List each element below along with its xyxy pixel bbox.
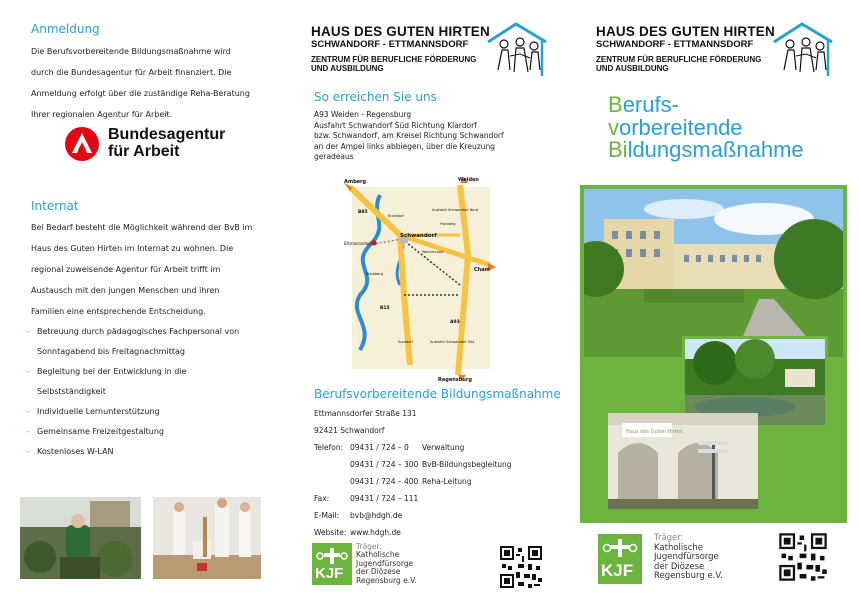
contact-block: [314, 405, 512, 541]
text-line: Austausch mit den jungen Menschen und ihren: [31, 286, 220, 295]
contact-row: [314, 524, 512, 541]
list-item: - Gemeinsame Freizeitgestaltung: [27, 422, 282, 442]
text-line: Ihrer regionalen Agentur für Arbeit.: [31, 110, 173, 119]
map-label-ausfahrt-nord: Ausfahrt Schwandorf Nord: [432, 208, 479, 212]
title-initial: v: [608, 114, 619, 140]
entrance-photo: [608, 413, 758, 509]
map-label-regensburg: Regensburg: [438, 377, 472, 383]
text-line: Familien eine entsprechende Entscheidung.: [31, 307, 206, 316]
text-line: Anmeldung erfolgt über die zuständige Reha-Beratung: [31, 89, 250, 98]
ba-line1: Bundesagentur: [108, 126, 226, 143]
kjf-line: der Diözese: [654, 561, 705, 572]
kjf-logo-box: [598, 534, 642, 584]
map-label-steinberg: Steinberg: [366, 272, 383, 276]
kjf-line: Regensburg e.V.: [356, 575, 417, 585]
map-label-weiden: Weiden: [458, 177, 479, 183]
map-label-a93: A93: [450, 320, 460, 325]
map-label-wackersdorf: Wackersdorf: [422, 250, 444, 254]
org-subtitle-line: ZENTRUM FÜR BERUFLICHE FÖRDERUNG: [311, 55, 477, 64]
org-subtitle-line: ZENTRUM FÜR BERUFLICHE FÖRDERUNG: [596, 55, 762, 64]
org-location: SCHWANDORF - ETTMANNSDORF: [596, 39, 754, 50]
org-name: HAUS DES GUTEN HIRTEN: [596, 24, 775, 39]
contact-number: 09431 / 724 – 111: [350, 494, 419, 503]
org-title-cover: [596, 24, 775, 73]
brochure-title: [608, 94, 804, 162]
text-line: Ausfahrt Schwandorf Süd Richtung Klardorf: [314, 120, 477, 130]
title-word: erufs-: [622, 92, 679, 117]
org-location: SCHWANDORF - ETTMANNSDORF: [311, 39, 469, 50]
kjf-line: der Diözese: [356, 567, 401, 577]
contact-desc: Verwaltung: [422, 443, 465, 452]
contact-row: [314, 456, 512, 473]
org-name: HAUS DES GUTEN HIRTEN: [311, 24, 490, 39]
contact-heading: Berufsvorbereitende Bildungsmaßnahme: [314, 387, 561, 401]
map-label-schwandorf: Schwandorf: [400, 233, 437, 239]
ba-line2: für Arbeit: [108, 143, 180, 160]
contact-row: [314, 507, 512, 524]
house-logo-icon: [484, 20, 556, 80]
org-subtitle: [596, 55, 775, 73]
contact-row: [314, 490, 512, 507]
kjf-line: Katholische: [654, 542, 703, 553]
directions-text: [314, 110, 564, 163]
contact-number: 09431 / 724 – 400: [350, 477, 419, 486]
qr-code[interactable]: [777, 531, 829, 583]
internat-bullet-list: [27, 322, 282, 462]
qr-code[interactable]: [498, 544, 544, 590]
text-line: an der Ampel links abbiegen, über die Kreuzung: [314, 141, 495, 151]
contact-desc: BvB-Bildungsbegleitung: [422, 460, 512, 469]
contact-street: Ettmannsdorfer Straße 131: [314, 409, 417, 418]
text-line: geradeaus: [314, 152, 354, 161]
bundesagentur-icon: [64, 126, 100, 162]
kjf-line: Katholische: [356, 550, 400, 560]
email-link[interactable]: bvb@hdgh.de: [350, 511, 403, 520]
directions-heading: So erreichen Sie uns: [314, 90, 437, 104]
map-label-b15: B15: [380, 306, 390, 311]
text-line: regional zuweisende Agentur für Arbeit trifft im: [31, 265, 221, 274]
kjf-line: Regensburg e.V.: [654, 571, 723, 582]
painting-photo: [153, 497, 261, 579]
list-item: - Individuelle Lernunterstützung: [27, 402, 282, 422]
contact-label: E-Mail:: [314, 511, 340, 520]
entrance-sign: Haus des Guten Hirten: [626, 429, 683, 435]
title-initial: Bi: [608, 137, 628, 162]
contact-label: Website:: [314, 528, 347, 537]
org-subtitle-line: UND AUSBILDUNG: [311, 64, 384, 73]
contact-label: Fax:: [314, 494, 330, 503]
text-line: A93 Weiden - Regensburg: [314, 110, 412, 119]
gardening-photo: [20, 497, 141, 579]
kjf-logo: [312, 543, 452, 593]
building-photo: [584, 189, 843, 357]
contact-label: [314, 473, 350, 490]
bundesagentur-logo: [64, 126, 234, 162]
map-label-kronstorf: Kronstorf: [388, 214, 405, 218]
map-label-cham: Cham: [474, 267, 490, 273]
list-item: - Kostenloses W-LAN: [27, 442, 282, 462]
title-word: orbereitende: [619, 114, 743, 140]
org-subtitle: [311, 55, 490, 73]
kjf-traeger: Träger:: [654, 533, 684, 543]
contact-label: [314, 456, 350, 473]
internat-heading: Internat: [31, 199, 79, 213]
contact-label: Telefon:: [314, 443, 344, 452]
list-item: - Betreuung durch pädagogisches Fachpersonal von: [27, 322, 282, 342]
map-label-b85: B85: [358, 210, 368, 215]
kjf-traeger: Träger:: [356, 542, 383, 551]
kjf-abbrev: KJF: [315, 565, 344, 582]
kjf-line: Jugendfürsorge: [654, 552, 719, 563]
org-subtitle-line: UND AUSBILDUNG: [596, 64, 669, 73]
text-line: durch die Bundesagentur für Arbeit finanziert. Die: [31, 68, 232, 77]
contact-number: 09431 / 724 – 0: [350, 443, 409, 452]
internat-text: [31, 217, 281, 322]
kjf-cross-icon: [598, 536, 642, 562]
route-map: [340, 175, 500, 383]
kjf-line: Jugendfürsorge: [356, 558, 414, 568]
anmeldung-text: [31, 41, 281, 125]
text-line: Bei Bedarf besteht die Möglichkeit während der BvB im: [31, 223, 253, 232]
list-item-continuation: Sonntagabend bis Freitagnachmittag: [37, 347, 185, 356]
map-label-ausfahrt-sued: Ausfahrt Schwandorf Süd: [430, 340, 475, 344]
right-panel: [572, 0, 859, 612]
contact-city: 92421 Schwandorf: [314, 426, 385, 435]
contact-desc: Reha-Leitung: [422, 477, 472, 486]
kjf-abbrev: KJF: [601, 561, 634, 580]
list-item: - Begleitung bei der Entwicklung in die: [27, 362, 282, 382]
contact-row: [314, 439, 512, 456]
title-initial: B: [608, 92, 623, 117]
house-logo-icon: [770, 20, 842, 80]
kjf-cross-icon: [312, 545, 352, 567]
map-label-amberg: Amberg: [344, 179, 367, 185]
contact-row: [314, 473, 512, 490]
anmeldung-heading: Anmeldung: [31, 22, 100, 36]
kjf-logo: [598, 534, 738, 586]
text-line: Die Berufsvorbereitende Bildungsmaßnahme wird: [31, 47, 231, 56]
contact-number: 09431 / 724 – 300: [350, 460, 419, 469]
text-line: bzw. Schwandorf, am Kreisel Richtung Schwandorf: [314, 131, 504, 140]
text-line: Haus des Guten Hirten im Internat zu wohnen. Die: [31, 244, 234, 253]
middle-panel: [286, 0, 572, 612]
left-panel: [0, 0, 286, 612]
map-label-krondorf: Krondorf: [398, 340, 414, 344]
map-label-fronberg: Fronberg: [440, 222, 456, 226]
title-word: ldungsmaßnahme: [627, 137, 804, 162]
org-title: [311, 24, 490, 73]
list-item-continuation: Selbstständigkeit: [37, 387, 106, 396]
website-link[interactable]: www.hdgh.de: [350, 528, 401, 537]
kjf-logo-box: [312, 543, 352, 585]
map-label-ettmannsdorf: Ettmannsdorf: [344, 241, 372, 246]
